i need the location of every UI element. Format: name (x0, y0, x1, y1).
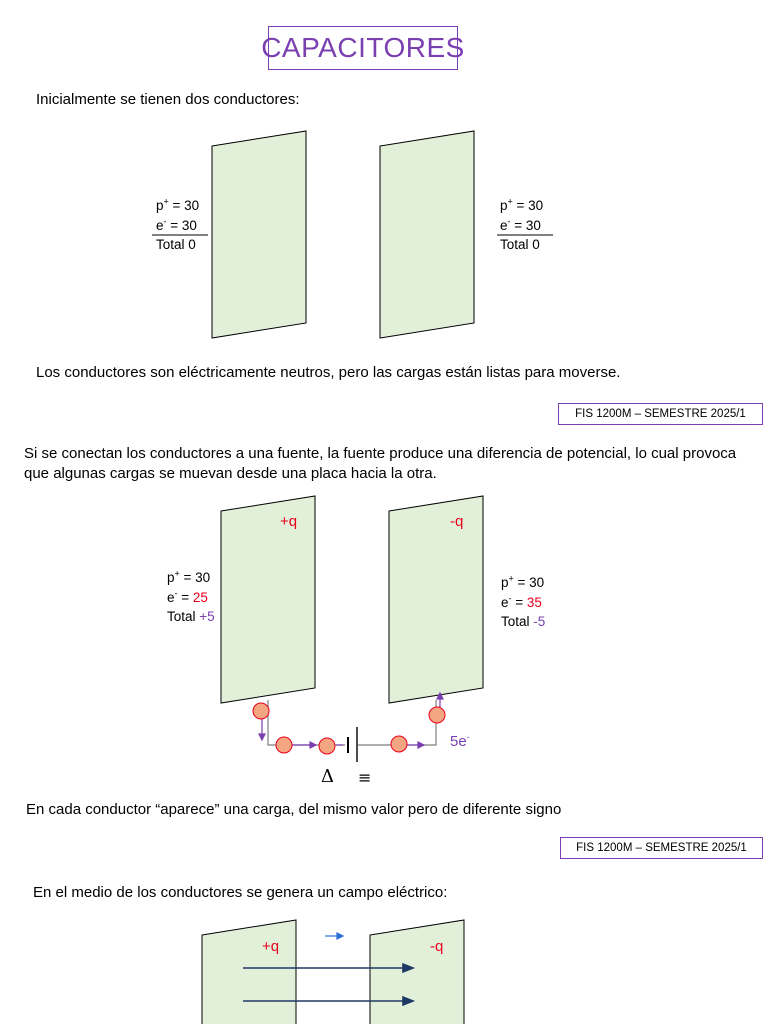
section2-right-plate (389, 496, 483, 703)
total-charge: Total 0 (500, 237, 540, 252)
section3-positive-charge: +q (262, 938, 280, 955)
electron-count: e- = 25 (167, 588, 208, 605)
section2-left-plate (221, 496, 315, 703)
electron-4 (391, 736, 407, 752)
electron-count: e- = 30 (156, 216, 197, 233)
field-direction-indicator (325, 933, 343, 939)
plate-charge-negative: -q (450, 513, 464, 530)
equivalence-symbol: ≡ (358, 768, 372, 787)
electrons-transferred-label: 5e- (450, 732, 470, 750)
electron-5 (429, 707, 445, 723)
page-title: CAPACITORES (268, 26, 458, 70)
section1-left-labels (156, 196, 199, 255)
footer-course-label-2: FIS 1200M – SEMESTRE 2025/1 (560, 837, 763, 859)
electron-count: e- = 30 (500, 216, 541, 233)
delta-symbol: Δ (321, 766, 334, 787)
section1-right-labels (500, 196, 543, 255)
section1-left-plate (212, 131, 306, 338)
section3-left-plate (202, 920, 296, 1024)
section2-right-labels (501, 573, 545, 632)
section1-intro: Inicialmente se tienen dos conductores: (36, 91, 300, 108)
electron-1 (253, 703, 269, 719)
section2-left-labels (167, 568, 215, 627)
electron-3 (319, 738, 335, 754)
section1-note: Los conductores son eléctricamente neutros, pero las cargas están listas para moverse. (36, 364, 621, 381)
proton-count: p+ = 30 (167, 568, 211, 585)
section3-right-plate (370, 920, 464, 1024)
total-charge: Total +5 (167, 609, 215, 624)
electron-2 (276, 737, 292, 753)
electron-count: e- = 35 (501, 593, 542, 610)
plate-charge-positive: +q (280, 513, 298, 530)
footer-course-label-1: FIS 1200M – SEMESTRE 2025/1 (558, 403, 763, 425)
section3-negative-charge: -q (430, 938, 444, 955)
total-charge: Total 0 (156, 237, 196, 252)
total-charge: Total -5 (501, 614, 546, 629)
section3-intro: En el medio de los conductores se genera un campo eléctrico: (33, 884, 448, 901)
proton-count: p+ = 30 (501, 573, 545, 590)
section2-intro: Si se conectan los conductores a una fuente, la fuente produce una diferencia de potencial, lo cual provoca que algunas cargas se muevan desde una placa hacia la otra. (24, 445, 737, 482)
circuit-wires (268, 700, 436, 745)
proton-count: p+ = 30 (500, 196, 544, 213)
section2-note: En cada conductor “aparece” una carga, del mismo valor pero de diferente signo (26, 801, 562, 818)
section1-right-plate (380, 131, 474, 338)
proton-count: p+ = 30 (156, 196, 200, 213)
